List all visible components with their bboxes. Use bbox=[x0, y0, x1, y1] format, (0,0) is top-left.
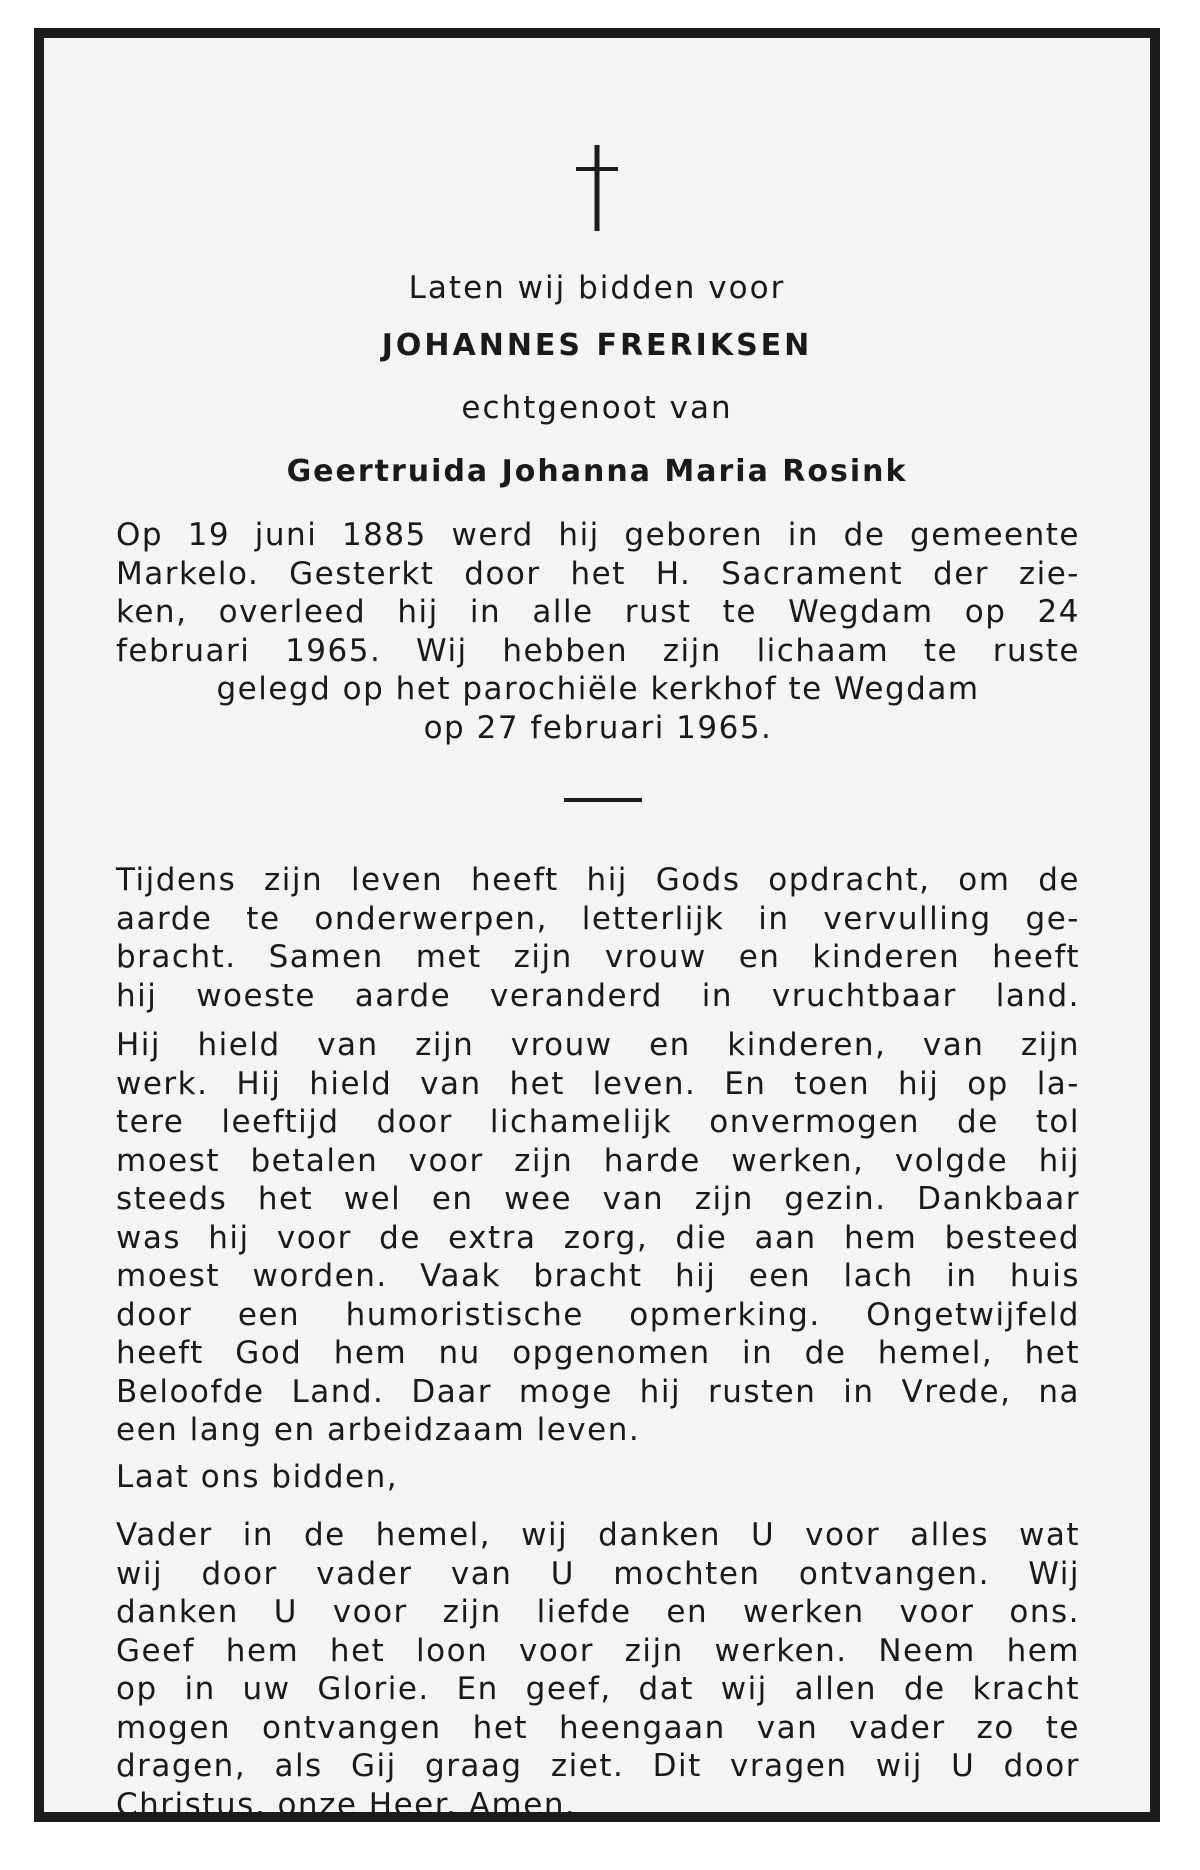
prayer-line: Geef hem het loon voor zijn werken. Neem hem bbox=[116, 1632, 1080, 1669]
paragraph-line: door een humoristische opmerking. Ongetwijfeld bbox=[116, 1296, 1080, 1333]
paragraph-line: was hij voor de extra zorg, die aan hem besteed bbox=[116, 1219, 1080, 1256]
paragraph-line: hij woeste aarde veranderd in vruchtbaar land. bbox=[116, 977, 1080, 1014]
life-paragraph-2 bbox=[116, 1026, 1080, 1450]
paragraph-line: heeft God hem nu opgenomen in de hemel, het bbox=[116, 1335, 1080, 1371]
relation-text: echtgenoot van bbox=[461, 390, 733, 426]
paragraph-line: aarde te onderwerpen, letterlijk in vervulling ge- bbox=[116, 900, 1080, 937]
bio-line: gelegd op het parochiële kerkhof te Wegdam bbox=[216, 671, 980, 707]
prayer-line: Vader in de hemel, wij danken U voor alles wat bbox=[116, 1517, 1080, 1553]
paragraph-line: bracht. Samen met zijn vrouw en kinderen heeft bbox=[116, 939, 1080, 975]
biography-paragraph bbox=[116, 516, 1080, 747]
prayer-line: wij door vader van U mochten ontvangen. Wij bbox=[116, 1555, 1080, 1592]
paragraph-line: moest betalen voor zijn harde werken, volgde hij bbox=[116, 1142, 1080, 1179]
paragraph-line: moest worden. Vaak bracht hij een lach in huis bbox=[116, 1258, 1080, 1294]
bio-line: Op 19 juni 1885 werd hij geboren in de gemeente bbox=[116, 517, 1080, 553]
bio-line: op 27 februari 1965. bbox=[423, 709, 773, 746]
prayer-line: op in uw Glorie. En geef, dat wij allen de kracht bbox=[116, 1671, 1080, 1707]
life-paragraph-1 bbox=[116, 861, 1080, 1015]
deceased-name: JOHANNES FRERIKSEN bbox=[381, 328, 813, 363]
prayer-intro: Laten wij bidden voor bbox=[408, 270, 786, 306]
prayer-line: Christus, onze Heer. Amen. bbox=[116, 1786, 577, 1823]
prayer-paragraph bbox=[116, 1516, 1080, 1824]
paragraph-line: Tijdens zijn leven heeft hij Gods opdracht, om de bbox=[116, 862, 1080, 898]
spouse-name: Geertruida Johanna Maria Rosink bbox=[286, 454, 908, 489]
bio-line: Markelo. Gesterkt door het H. Sacrament der zie- bbox=[116, 555, 1080, 592]
paragraph-line: steeds het wel en wee van zijn gezin. Dankbaar bbox=[116, 1181, 1080, 1217]
divider bbox=[564, 798, 642, 802]
prayer-line: dragen, als Gij graag ziet. Dit vragen wij U door bbox=[116, 1748, 1080, 1784]
bio-line: februari 1965. Wij hebben zijn lichaam te ruste bbox=[116, 632, 1080, 669]
bio-line: ken, overleed hij in alle rust te Wegdam op 24 bbox=[116, 594, 1080, 630]
paragraph-line: tere leeftijd door lichamelijk onvermogen de tol bbox=[116, 1104, 1080, 1140]
paragraph-line: een lang en arbeidzaam leven. bbox=[116, 1412, 641, 1448]
paragraph-line: Beloofde Land. Daar moge hij rusten in Vrede, na bbox=[116, 1373, 1080, 1410]
paragraph-line: werk. Hij hield van het leven. En toen hij op la- bbox=[116, 1065, 1080, 1102]
paragraph-line: Hij hield van zijn vrouw en kinderen, van zijn bbox=[116, 1027, 1080, 1063]
prayer-heading-block bbox=[116, 1458, 1080, 1497]
prayer-line: mogen ontvangen het heengaan van vader zo te bbox=[116, 1709, 1080, 1746]
prayer-heading: Laat ons bidden, bbox=[116, 1459, 399, 1495]
prayer-line: danken U voor zijn liefde en werken voor ons. bbox=[116, 1594, 1080, 1630]
cross-icon bbox=[572, 143, 622, 233]
memorial-card bbox=[34, 28, 1160, 1822]
